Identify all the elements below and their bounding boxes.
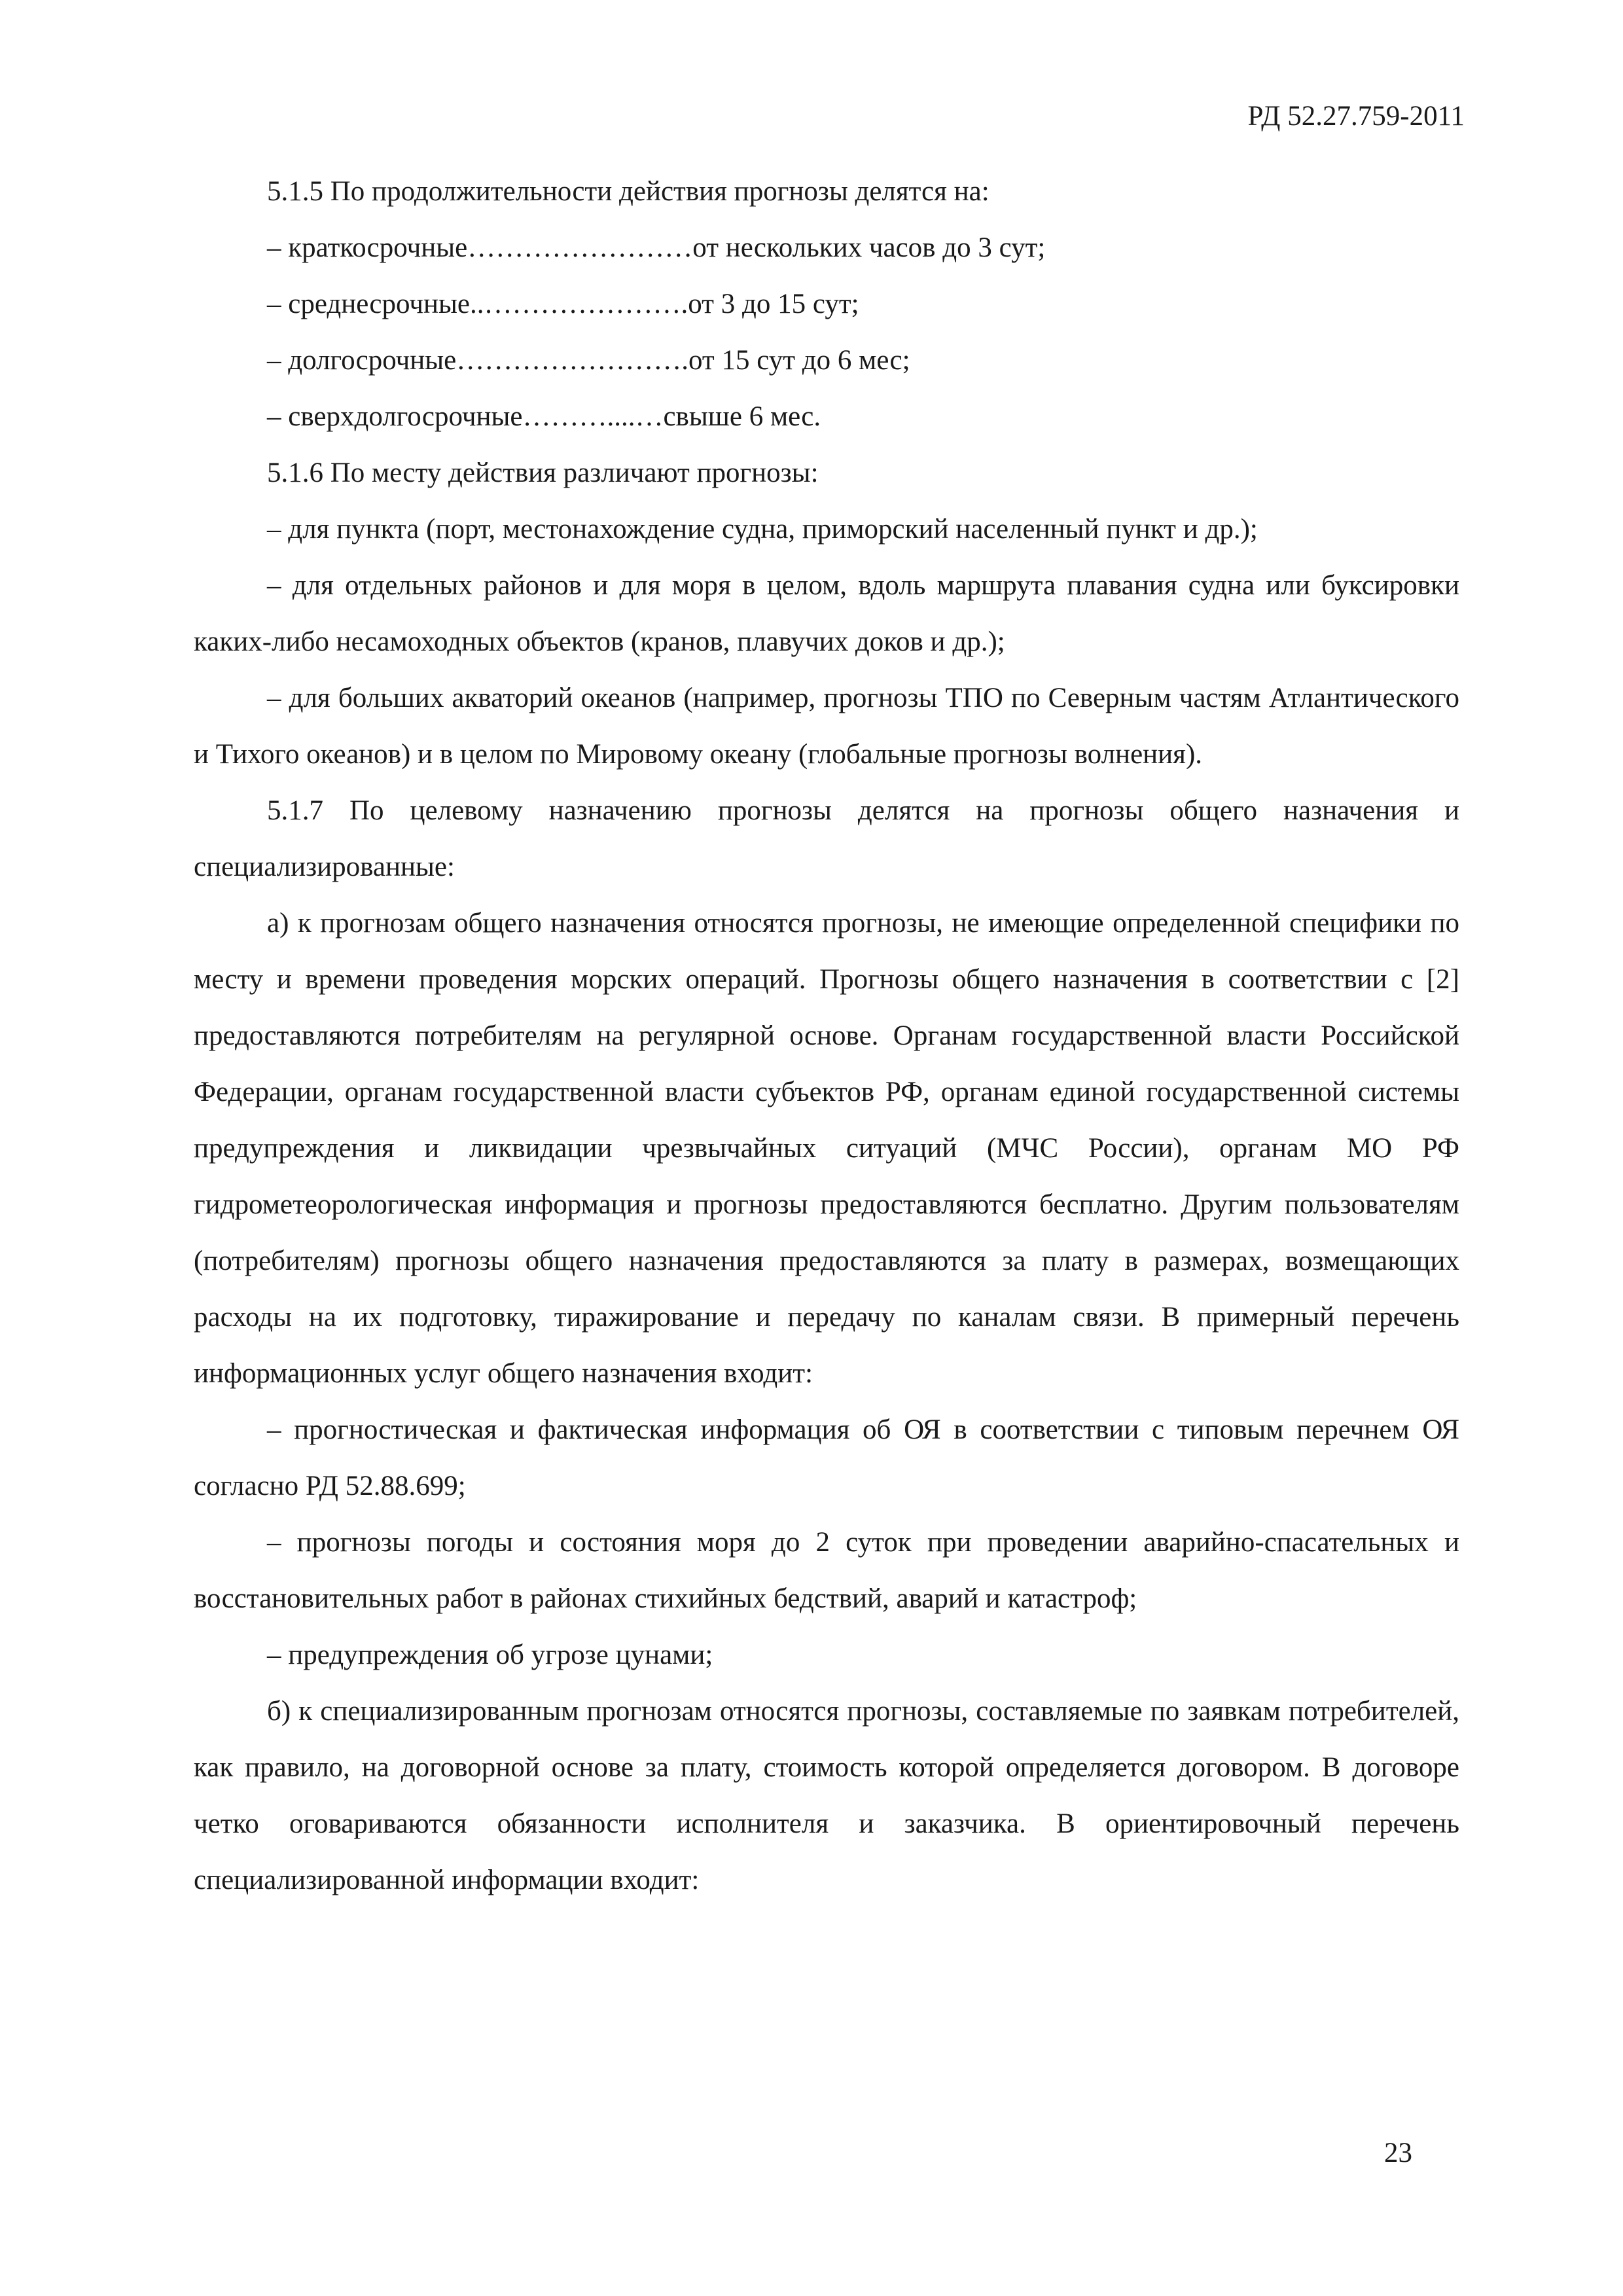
paragraph-5-1-7: 5.1.7 По целевому назначению прогнозы делятся на прогнозы общего назначения и специализированные:	[194, 795, 1459, 882]
list-item-point: – для пункта (порт, местонахождение судна, приморский населенный пункт и др.);	[267, 514, 1258, 545]
document-body	[194, 164, 1459, 1909]
paragraph-specialized: б) к специализированным прогнозам относятся прогнозы, составляемые по заявкам потребителей, как правило, на договорной основе за плату, стоимость которой определяется договором. В договоре четко оговариваются обязанности исполнителя и заказчика. В ориентировочный перечень специализированной информации входит:	[194, 1696, 1459, 1895]
list-item-regions: – для отдельных районов и для моря в целом, вдоль маршрута плавания судна или буксировки каких-либо несамоходных объектов (кранов, плавучих доков и др.);	[194, 570, 1459, 657]
list-item-short-term: – краткосрочные……………………от нескольких часов до 3 сут;	[267, 232, 1046, 263]
list-item-long-term: – долгосрочные…………………….от 15 сут до 6 мес;	[267, 345, 910, 376]
paragraph-general-purpose: а) к прогнозам общего назначения относятся прогнозы, не имеющие определенной специфики по месту и времени проведения морских операций. Прогнозы общего назначения в соответствии с [2] предоставляются потребителям на регулярной основе. Органам государственной власти Российской Федерации, органам государственной власти субъектов РФ, органам единой государственной системы предупреждения и ликвидации чрезвычайных ситуаций (МЧС России), органам МО РФ гидрометеорологическая информация и прогнозы предоставляются бесплатно. Другим пользователям (потребителям) прогнозы общего назначения предоставляются за плату в размерах, возмещающих расходы на их подготовку, тиражирование и передачу по каналам связи. В примерный перечень информационных услуг общего назначения входит:	[194, 908, 1459, 1389]
list-item-tsunami: – предупреждения об угрозе цунами;	[267, 1640, 713, 1670]
list-item-emergency-forecasts: – прогнозы погоды и состояния моря до 2 суток при проведении аварийно-спасательных и восстановительных работ в районах стихийных бедствий, аварий и катастроф;	[194, 1527, 1459, 1614]
document-code: РД 52.27.759-2011	[1247, 101, 1465, 132]
page-number: 23	[1384, 2138, 1412, 2168]
list-item-oceans: – для больших акваторий океанов (например, прогнозы ТПО по Северным частям Атлантического и Тихого океанов) и в целом по Мировому океану (глобальные прогнозы волнения).	[194, 683, 1459, 770]
paragraph-5-1-6: 5.1.6 По месту действия различают прогнозы:	[267, 457, 819, 488]
list-item-hazard-info: – прогностическая и фактическая информация об ОЯ в соответствии с типовым перечнем ОЯ согласно РД 52.88.699;	[194, 1414, 1459, 1501]
list-item-ultra-long-term: – сверхдолгосрочные………....…свыше 6 мес.	[267, 401, 821, 432]
list-item-medium-term: – среднесрочные..………………….от 3 до 15 сут;	[267, 289, 859, 319]
paragraph-5-1-5: 5.1.5 По продолжительности действия прогнозы делятся на:	[267, 176, 990, 207]
